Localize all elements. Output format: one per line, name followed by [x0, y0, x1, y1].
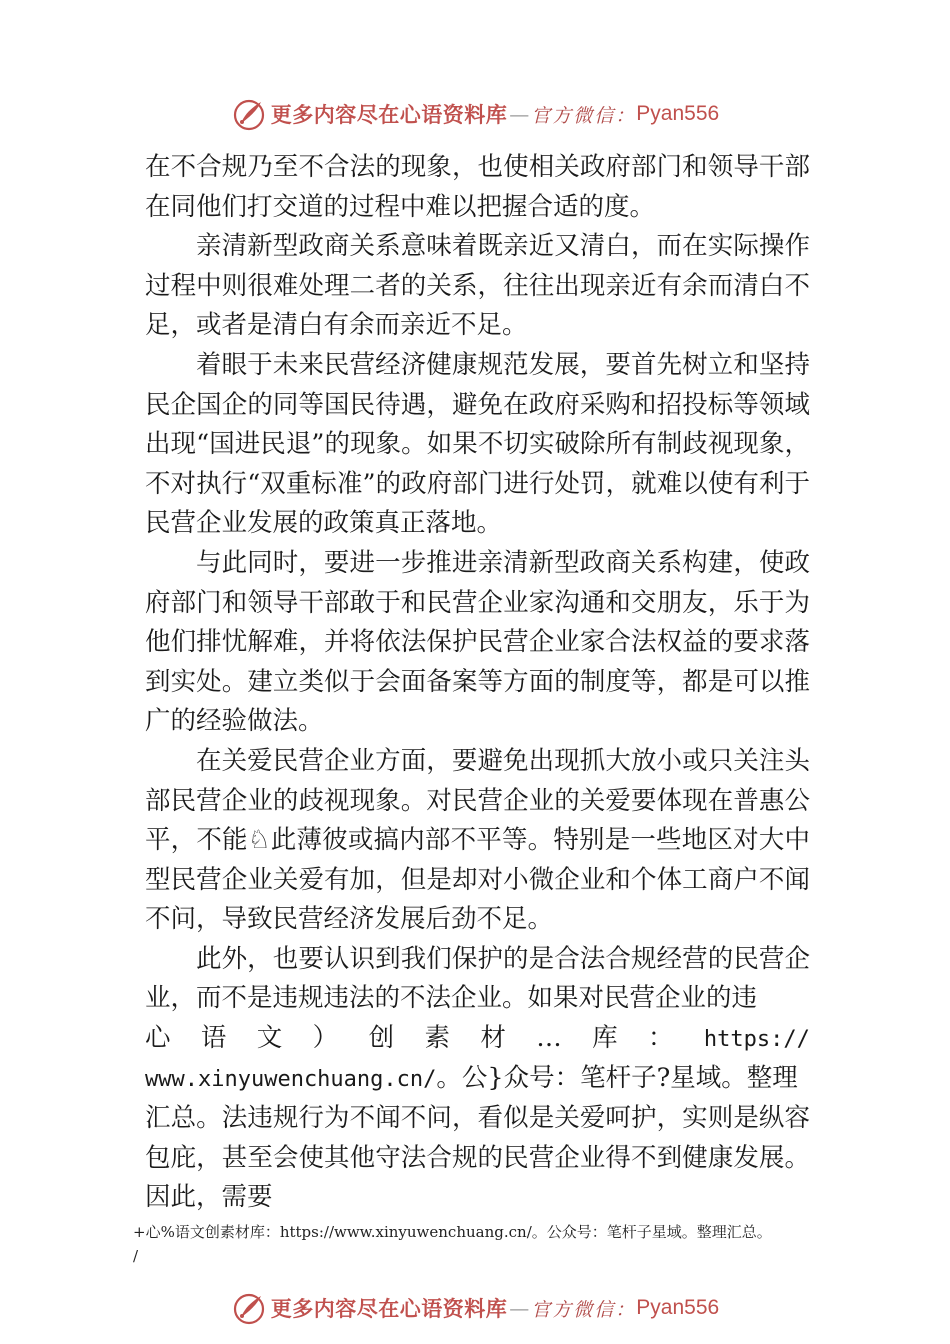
footnote-line-1: +心%语文创素材库：https://www.xinyuwenchuang.cn/。公众号：笔杆子星域。整理汇总。: [133, 1223, 772, 1241]
paragraph-6-end: 汇总。法违规行为不闻不问，看似是关爱呵护，实则是纵容包庇，甚至会使其他守法合规的民营企业得不到健康发展。因此，需要: [145, 1103, 810, 1213]
document-body: [145, 148, 810, 1218]
paragraph-5: 在关爱民营企业方面，要避免出现抓大放小或只关注头部民营企业的歧视现象。对民营企业的关爱要体现在普惠公平，不能♘此薄彼或搞内部不平等。特别是一些地区对大中型民营企业关爱有加，但是却对小微企业和个体工商户不闻不问，导致民营经济发展后劲不足。: [145, 745, 810, 935]
spread-char: 语: [200, 1023, 227, 1054]
wechat-label: 官方微信：: [531, 104, 637, 127]
brand-text: 更多内容尽在心语资料库: [270, 102, 508, 127]
wechat-id: Pyan556: [636, 102, 720, 125]
paragraph-3: 着眼于未来民营经济健康规范发展，要首先树立和坚持民企国企的同等国民待遇，避免在政府采购和招投标等领域出现“国进民退”的现象。如果不切实破除所有制歧视现象，不对执行“双重标准”的政府部门进行处罚，就难以使有利于民营企业发展的政策真正落地。: [145, 349, 810, 539]
quill-logo-icon: [231, 96, 267, 132]
wechat-id: Pyan556: [636, 1296, 720, 1319]
spread-char: ）: [312, 1023, 339, 1054]
quill-logo-icon: [231, 1290, 267, 1326]
spread-char: 库: [592, 1023, 618, 1054]
spread-char: 创: [368, 1023, 395, 1054]
spread-char: 素: [424, 1023, 450, 1054]
paragraph-4: 与此同时，要进一步推进亲清新型政商关系构建，使政府部门和领导干部敢于和民营企业家沟通和交朋友，乐于为他们排忧解难，并将依法保护民营企业家合法权益的要求落到实处。建立类似于会面备案等方面的制度等，都是可以推广的经验做法。: [145, 547, 810, 737]
url-line: [145, 1059, 810, 1100]
separator-dash: —: [509, 1296, 530, 1320]
url-line-tail: 。公}众号：笔杆子?星域。整理: [436, 1062, 798, 1093]
spread-char: …: [536, 1023, 562, 1054]
paragraph-1: 在不合规乃至不合法的现象，也使相关政府部门和领导干部在同他们打交道的过程中难以把握合适的度。: [145, 152, 810, 222]
spread-char: 材: [480, 1023, 506, 1054]
header-banner: [0, 94, 950, 134]
separator-dash: —: [509, 102, 530, 126]
footer-banner: [0, 1288, 950, 1328]
paragraph-6-start: 此外，也要认识到我们保护的是合法合规经营的民营企业，而不是违规违法的不法企业。如果对民营企业的违: [145, 943, 810, 1014]
spread-char: 文: [256, 1023, 283, 1054]
spread-char: ：: [648, 1023, 674, 1054]
footnote: [133, 1220, 853, 1268]
wechat-label: 官方微信：: [531, 1298, 637, 1321]
spread-char: 心: [145, 1023, 171, 1054]
spread-url: https://: [703, 1027, 810, 1053]
url-text: www.xinyuwenchuang.cn/: [145, 1066, 437, 1092]
brand-text: 更多内容尽在心语资料库: [270, 1296, 508, 1321]
footnote-line-2: /: [133, 1247, 139, 1265]
spread-watermark-line: [145, 1019, 810, 1059]
paragraph-2: 亲清新型政商关系意味着既亲近又清白，而在实际操作过程中则很难处理二者的关系，往往出现亲近有余而清白不足，或者是清白有余而亲近不足。: [145, 231, 810, 341]
